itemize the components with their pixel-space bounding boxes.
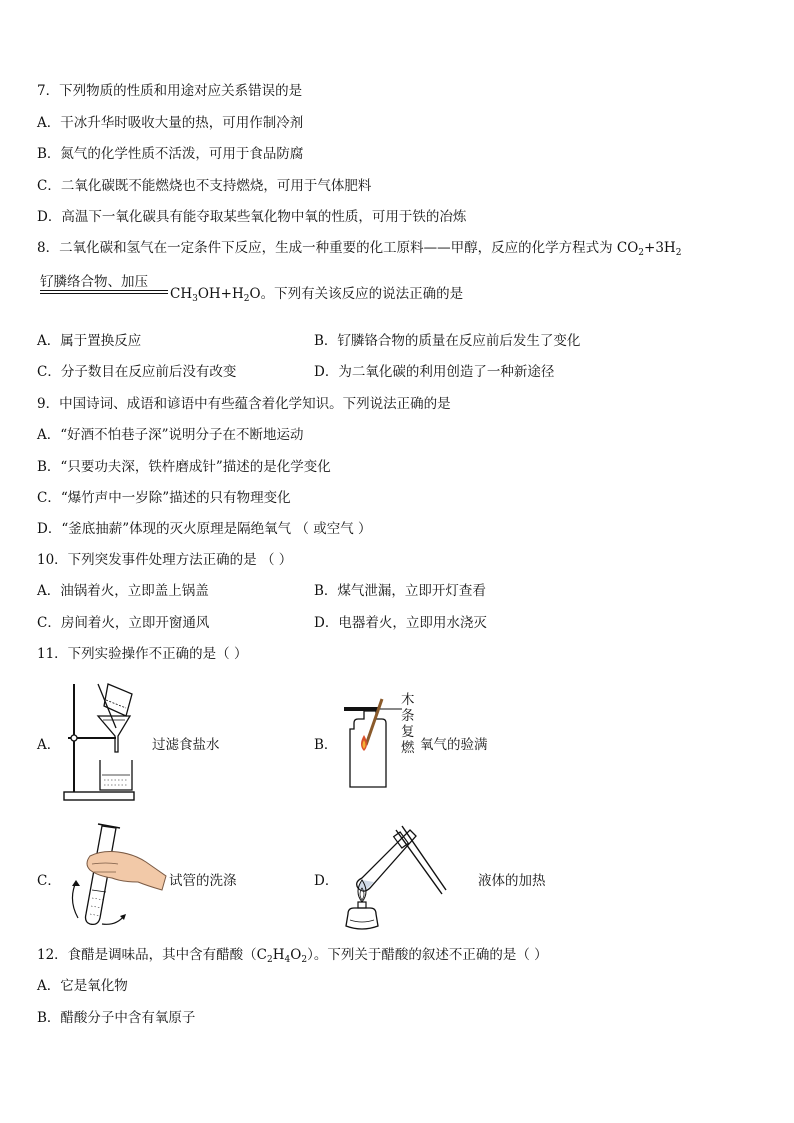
q10-option-d[interactable]: D．电器着火，立即用水浇灭 [314, 615, 487, 631]
q8-stem-continued [170, 285, 463, 308]
q8-sub: 2 [243, 294, 250, 304]
q8-option-c[interactable]: C．分子数目在反应前后没有改变 [37, 364, 237, 380]
q9-option-b[interactable]: B．“只要功夫深，铁杵磨成针”描述的是化学变化 [37, 459, 331, 475]
q8-stem-text: 8．二氧化碳和氢气在一定条件下反应，生成一种重要的化工原料——甲醇，反应的化学方程式为 CO [37, 240, 639, 256]
q7-option-d[interactable]: D．高温下一氧化碳具有能夺取某些氧化物中氧的性质，可用于铁的冶炼 [37, 209, 467, 225]
q7-stem: 7．下列物质的性质和用途对应关系错误的是 [37, 83, 303, 99]
filtration-apparatus-icon [60, 680, 140, 802]
q12-sub: 2 [301, 955, 308, 965]
q9-stem: 9．中国诗词、成语和谚语中有些蕴含着化学知识。下列说法正确的是 [37, 396, 451, 412]
q10-option-b[interactable]: B．煤气泄漏，立即开灯查看 [314, 583, 486, 599]
q12-option-b[interactable]: B．醋酸分子中含有氧原子 [37, 1010, 196, 1026]
q11-option-d-letter[interactable]: D． [314, 873, 339, 889]
q11-option-d-caption: 液体的加热 [478, 873, 546, 889]
q7-option-c[interactable]: C．二氧化碳既不能燃烧也不支持燃烧，可用于气体肥料 [37, 178, 372, 194]
test-tube-washing-icon [62, 820, 172, 930]
q10-option-a[interactable]: A．油锅着火，立即盖上锅盖 [37, 583, 209, 599]
q10-stem: 10．下列突发事件处理方法正确的是 （ ） [37, 552, 293, 568]
q8-sub: 3 [192, 294, 198, 304]
q8-stem [37, 239, 681, 262]
q7-option-a[interactable]: A．干冰升华时吸收大量的热，可用作制冷剂 [37, 115, 304, 131]
liquid-heating-icon [340, 822, 450, 932]
q9-option-a[interactable]: A．“好酒不怕巷子深”说明分子在不断地运动 [37, 427, 304, 443]
q8-sub: 2 [675, 248, 682, 258]
q8-sub: 2 [638, 248, 645, 258]
q12-stem [37, 946, 548, 969]
q7-option-b[interactable]: B．氮气的化学性质不活泼，可用于食品防腐 [37, 146, 304, 162]
q8-stem2-b: OH+H [197, 286, 244, 302]
q11-option-a-caption: 过滤食盐水 [152, 737, 220, 753]
q11-option-a-letter[interactable]: A． [37, 737, 61, 753]
q11-option-c-caption: 试管的洗涤 [169, 873, 237, 889]
q9-option-d[interactable]: D．“釜底抽薪”体现的灭火原理是隔绝氧气 （ 或空气 ） [37, 521, 372, 537]
q12-stem-end: ）。下列关于醋酸的叙述不正确的是（ ） [307, 947, 548, 963]
q8-stem-mid: +3H [644, 240, 676, 256]
q8-option-a[interactable]: A．属于置换反应 [37, 333, 142, 349]
stick-char: 复 [401, 724, 415, 740]
q11-stem: 11．下列实验操作不正确的是（ ） [37, 646, 248, 662]
q12-stem-o: O [290, 947, 302, 963]
q8-reaction-condition: 钌膦络合物、加压 [40, 274, 148, 290]
q12-sub: 4 [284, 955, 291, 965]
q8-equation-bar [40, 293, 168, 294]
stick-char: 条 [401, 708, 415, 724]
q9-option-c[interactable]: C．“爆竹声中一岁除”描述的只有物理变化 [37, 490, 291, 506]
q8-option-b[interactable]: B．钌膦铬合物的质量在反应前后发生了变化 [314, 333, 581, 349]
q8-equation-bar [40, 290, 168, 291]
q11-option-b-letter[interactable]: B． [314, 737, 338, 753]
q8-stem2-c: O。下列有关该反应的说法正确的是 [249, 286, 464, 302]
q12-stem-text: 12．食醋是调味品，其中含有醋酸（C [37, 947, 268, 963]
q8-option-d[interactable]: D．为二氧化碳的利用创造了一种新途径 [314, 364, 555, 380]
q10-option-c[interactable]: C．房间着火，立即开窗通风 [37, 615, 210, 631]
stick-char: 木 [401, 692, 415, 708]
stick-char: 燃 [401, 740, 415, 756]
q11-option-b-stick-label [401, 692, 415, 756]
q8-stem2-a: CH [170, 286, 193, 302]
q12-sub: 2 [267, 955, 273, 965]
q11-option-b-caption: 氧气的验满 [420, 737, 488, 753]
q12-stem-h: H [272, 947, 285, 963]
q11-option-c-letter[interactable]: C． [37, 873, 61, 889]
q12-option-a[interactable]: A．它是氧化物 [37, 978, 128, 994]
